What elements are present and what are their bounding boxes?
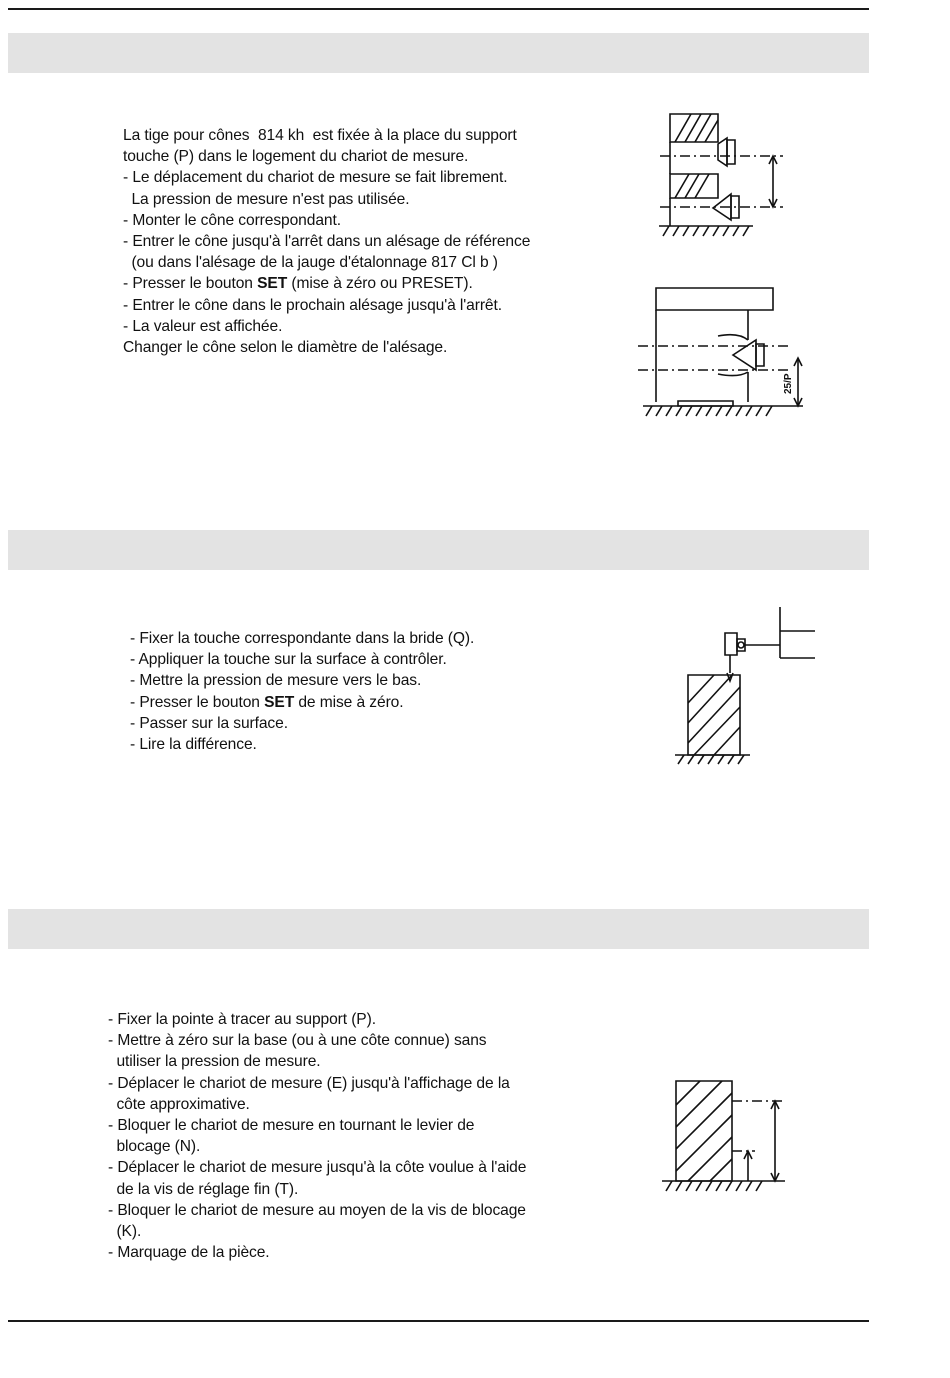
text-line: utiliser la pression de mesure. bbox=[108, 1053, 321, 1071]
text-line: La tige pour cônes 814 kh est fixée à la place du support bbox=[123, 127, 517, 144]
section-header-band-2 bbox=[8, 530, 869, 570]
cone-measurement-diagram bbox=[655, 108, 790, 243]
section-1-text bbox=[123, 125, 530, 358]
text-line: - Presser le bouton SET (mise à zéro ou PRESET). bbox=[123, 275, 473, 293]
text-line: - Déplacer le chariot de mesure jusqu'à la côte voulue à l'aide bbox=[108, 1159, 527, 1177]
text-line: - Bloquer le chariot de mesure en tournant le levier de bbox=[108, 1117, 475, 1135]
text-line: - Fixer la touche correspondante dans la bride (Q). bbox=[130, 630, 475, 647]
text-line: - Appliquer la touche sur la surface à contrôler. bbox=[130, 651, 447, 669]
text-line: - Passer sur la surface. bbox=[130, 714, 288, 732]
text-line: La pression de mesure n'est pas utilisée. bbox=[123, 190, 410, 208]
scriber-diagram bbox=[660, 1075, 790, 1195]
text-line: (ou dans l'alésage de la jauge d'étalonnage 817 Cl b ) bbox=[123, 254, 498, 272]
text-line: - Presser le bouton SET de mise à zéro. bbox=[130, 693, 404, 711]
text-line: - Entrer le cône dans le prochain alésage jusqu'à l'arrêt. bbox=[123, 296, 502, 314]
dimension-label: 25/P bbox=[783, 373, 794, 394]
bottom-rule bbox=[8, 1320, 869, 1322]
text-line: Changer le cône selon le diamètre de l'alésage. bbox=[123, 339, 448, 357]
text-line: blocage (N). bbox=[108, 1138, 201, 1156]
text-line: - Déplacer le chariot de mesure (E) jusqu'à l'affichage de la bbox=[108, 1074, 510, 1092]
text-line: - Mettre la pression de mesure vers le bas. bbox=[130, 672, 422, 690]
text-line: - Fixer la pointe à tracer au support (P). bbox=[108, 1011, 376, 1028]
text-line: touche (P) dans le logement du chariot de mesure. bbox=[123, 148, 469, 166]
text-line: - Entrer le cône jusqu'à l'arrêt dans un alésage de référence bbox=[123, 233, 531, 251]
surface-probe-diagram bbox=[670, 603, 820, 768]
text-line: - La valeur est affichée. bbox=[123, 317, 283, 335]
top-rule bbox=[8, 8, 869, 10]
text-line: - Marquage de la pièce. bbox=[108, 1244, 270, 1262]
section-header-band-1 bbox=[8, 33, 869, 73]
section-2-text bbox=[130, 628, 474, 755]
text-line: (K). bbox=[108, 1223, 142, 1241]
text-line: - Mettre à zéro sur la base (ou à une côte connue) sans bbox=[108, 1032, 487, 1050]
text-line: - Monter le cône correspondant. bbox=[123, 211, 341, 229]
section-3-text bbox=[108, 1009, 526, 1263]
text-line: de la vis de réglage fin (T). bbox=[108, 1180, 299, 1198]
text-line: - Bloquer le chariot de mesure au moyen de la vis de blocage bbox=[108, 1201, 526, 1219]
text-line: - Le déplacement du chariot de mesure se fait librement. bbox=[123, 169, 508, 187]
text-line: côte approximative. bbox=[108, 1095, 250, 1113]
bore-cone-diagram bbox=[638, 282, 813, 422]
text-line: - Lire la différence. bbox=[130, 736, 257, 754]
section-header-band-3 bbox=[8, 909, 869, 949]
